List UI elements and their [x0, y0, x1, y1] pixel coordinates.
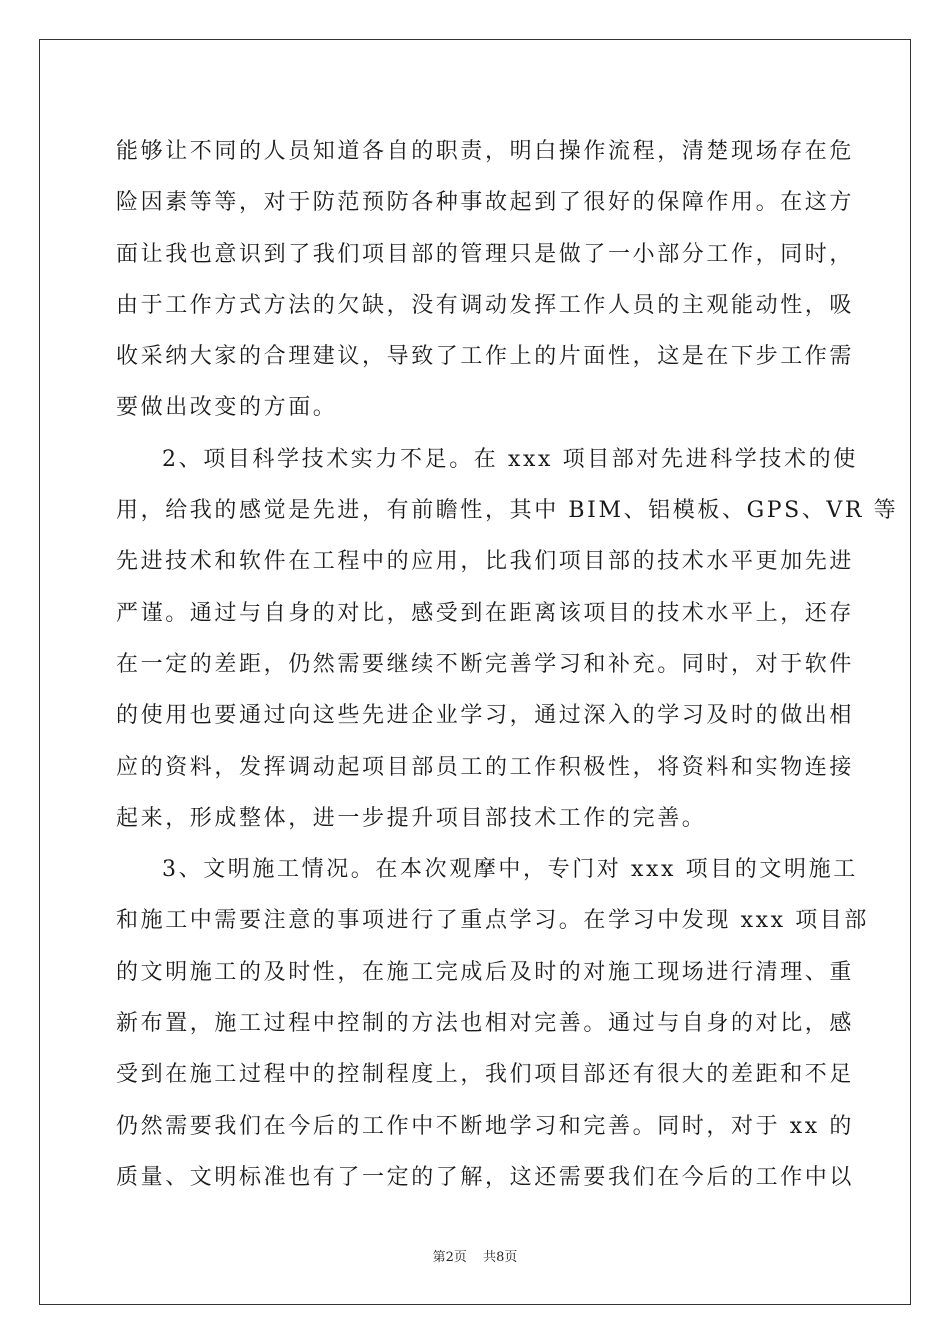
text-line: 能够让不同的人员知道各自的职责，明白操作流程，清楚现场存在危: [116, 139, 855, 164]
text-line: 受到在施工过程中的控制程度上，我们项目部还有很大的差距和不足: [116, 1062, 855, 1088]
text-line: 的文明施工的及时性，在施工完成后及时的对施工现场进行清理、重: [116, 959, 855, 985]
text-line: 新布置，施工过程中控制的方法也相对完善。通过与自身的对比，感: [116, 1011, 855, 1037]
text-line: 质量、文明标准也有了一定的了解，这还需要我们在今后的工作中以: [116, 1164, 855, 1190]
text-line: 应的资料，发挥调动起项目部员工的工作积极性，将资料和实物连接: [116, 754, 855, 780]
text-line: 起来，形成整体，进一步提升项目部技术工作的完善。: [116, 805, 707, 831]
text-line: 仍然需要我们在今后的工作中不断地学习和完善。同时，对于 xx 的: [116, 1113, 855, 1139]
page-total: 共8页: [483, 1250, 518, 1265]
text-line: 在一定的差距，仍然需要继续不断完善学习和补充。同时，对于软件: [116, 651, 855, 677]
page-number: 第2页: [432, 1250, 467, 1265]
text-line: 2、项目科学技术实力不足。在 xxx 项目部对先进科学技术的使: [162, 446, 858, 472]
text-line: 和施工中需要注意的事项进行了重点学习。在学习中发现 xxx 项目部: [116, 908, 870, 934]
text-line: 由于工作方式方法的欠缺，没有调动发挥工作人员的主观能动性，吸: [116, 292, 855, 318]
text-line: 险因素等等，对于防范预防各种事故起到了很好的保障作用。在这方: [116, 190, 855, 216]
text-line: 严谨。通过与自身的对比，感受到在距离该项目的技术水平上，还存: [116, 600, 855, 626]
text-line: 用，给我的感觉是先进，有前瞻性，其中 BIM、铝模板、GPS、VR 等: [116, 498, 899, 524]
text-line: 收采纳大家的合理建议，导致了工作上的片面性，这是在下步工作需: [116, 344, 855, 370]
text-line: 面让我也意识到了我们项目部的管理只是做了一小部分工作，同时，: [116, 241, 855, 267]
page-footer: [0, 1246, 950, 1265]
text-line: 3、文明施工情况。在本次观摩中，专门对 xxx 项目的文明施工: [162, 857, 858, 883]
text-line: 要做出改变的方面。: [116, 395, 338, 421]
document-body: [116, 126, 899, 1203]
text-line: 的使用也要通过向这些先进企业学习，通过深入的学习及时的做出相: [116, 703, 855, 729]
text-line: 先进技术和软件在工程中的应用，比我们项目部的技术水平更加先进: [116, 549, 855, 575]
